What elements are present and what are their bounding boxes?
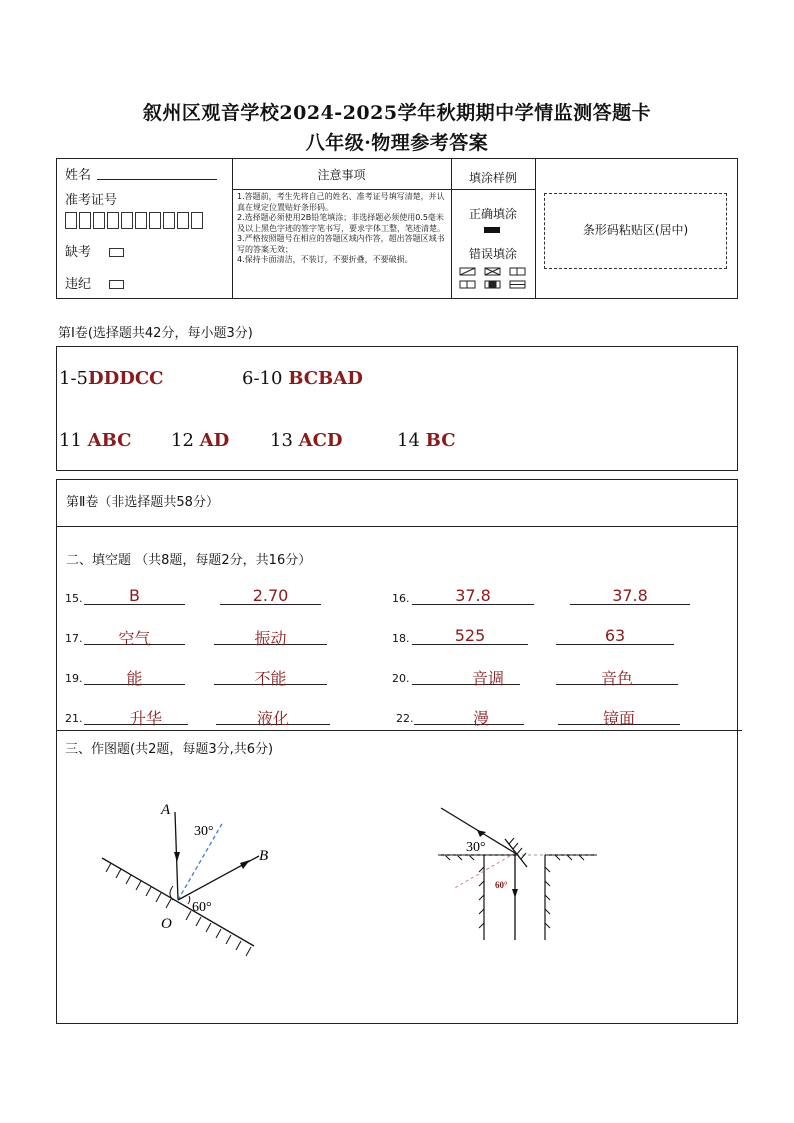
answer-22-1[interactable]: 漫 xyxy=(472,709,489,728)
label-A: A xyxy=(161,802,171,818)
fill-wrong-label: 错误填涂 xyxy=(468,247,517,261)
angle-60: 60° xyxy=(495,880,508,890)
mc-item: 12 AD xyxy=(171,430,230,451)
answer-18-2[interactable]: 63 xyxy=(604,626,626,645)
exam-id-boxes[interactable] xyxy=(65,212,205,233)
violation-checkbox[interactable] xyxy=(109,280,124,289)
answer-20-2[interactable]: 音色 xyxy=(600,669,633,688)
fill-correct-mark xyxy=(484,227,500,233)
answer-15-1[interactable]: B xyxy=(129,586,140,605)
answer-19-1[interactable]: 能 xyxy=(126,669,143,688)
mc-item: 11 ABC xyxy=(59,430,132,451)
question-number: 18. xyxy=(392,632,410,645)
question-number: 16. xyxy=(392,592,410,605)
fill-correct-label: 正确填涂 xyxy=(468,207,517,221)
notice-list xyxy=(237,192,447,266)
angle-30: 30° xyxy=(466,840,486,855)
fill-wrong-samples xyxy=(457,265,529,293)
section1-box xyxy=(56,346,738,471)
barcode-label: 条形码粘贴区(居中) xyxy=(582,223,689,237)
title-line-2: 八年级·物理参考答案 xyxy=(305,132,489,154)
label-O: O xyxy=(161,916,172,932)
exam-id-label: 准考证号 xyxy=(65,193,118,208)
figure-1 xyxy=(95,790,269,960)
fill-sample-title: 填涂样例 xyxy=(468,171,517,185)
answer-22-2[interactable]: 镜面 xyxy=(602,709,635,728)
info-table xyxy=(56,158,738,299)
barcode-area[interactable] xyxy=(544,193,727,269)
section-divider xyxy=(56,730,742,731)
question-number: 20. xyxy=(392,672,410,685)
mc-item: 13 ACD xyxy=(270,430,343,451)
mc-item: 1-5DDDCC xyxy=(59,368,164,389)
notice-item: 2.选择题必须使用2B铅笔填涂；非选择题必须使用0.5毫米及以上黑色字迹的签字笔书写，要求字体工整，笔迹清楚。 xyxy=(237,213,445,233)
figure-2 xyxy=(435,795,605,945)
notice-title: 注意事项 xyxy=(317,168,366,182)
question-number: 21. xyxy=(65,712,83,725)
angle-30: 30° xyxy=(194,824,214,839)
mc-item: 6-10 BCBAD xyxy=(242,368,363,389)
answer-15-2[interactable]: 2.70 xyxy=(252,586,289,605)
notice-item: 4.保持卡面清洁，不装订，不要折叠，不要破损。 xyxy=(237,255,413,264)
answer-16-1[interactable]: 37.8 xyxy=(455,586,491,605)
answer-19-2[interactable]: 不能 xyxy=(254,669,287,688)
notice-item: 1.答题前，考生先将自己的姓名、准考证号填写清楚，并认真在规定位置贴好条形码。 xyxy=(237,192,445,212)
notice-item: 3.严格按照题号在相应的答题区域内作答，超出答题区域书写的答案无效； xyxy=(237,234,445,254)
section2-heading: 第Ⅱ卷（非选择题共58分） xyxy=(66,495,219,510)
fill-heading: 二、填空题 （共8题，每题2分，共16分） xyxy=(66,553,312,568)
mc-item: 14 BC xyxy=(397,430,456,451)
absent-checkbox[interactable] xyxy=(109,248,124,257)
answer-21-1[interactable]: 升华 xyxy=(129,709,162,728)
name-field[interactable] xyxy=(97,179,217,180)
label-B: B xyxy=(259,848,269,864)
section1-heading: 第Ⅰ卷(选择题共42分，每小题3分) xyxy=(58,326,253,341)
violation-label: 违纪 xyxy=(65,273,124,292)
absent-label: 缺考 xyxy=(65,241,124,260)
question-number: 17. xyxy=(65,632,83,645)
title-line-1: 叙州区观音学校2024-2025学年秋期期中学情监测答题卡 xyxy=(142,102,652,124)
draw-heading: 三、作图题(共2题，每题3分,共6分) xyxy=(65,742,274,757)
answer-21-2[interactable]: 液化 xyxy=(256,709,289,728)
name-label: 姓名 xyxy=(65,168,92,183)
answer-17-2[interactable]: 振动 xyxy=(254,629,287,648)
question-number: 15. xyxy=(65,592,83,605)
answer-18-1[interactable]: 525 xyxy=(454,626,486,645)
answer-16-2[interactable]: 37.8 xyxy=(612,586,648,605)
answer-20-1[interactable]: 音调 xyxy=(471,669,504,688)
question-number: 22. xyxy=(396,712,414,725)
question-number: 19. xyxy=(65,672,83,685)
answer-17-1[interactable]: 空气 xyxy=(118,629,151,648)
angle-60: 60° xyxy=(192,900,212,915)
